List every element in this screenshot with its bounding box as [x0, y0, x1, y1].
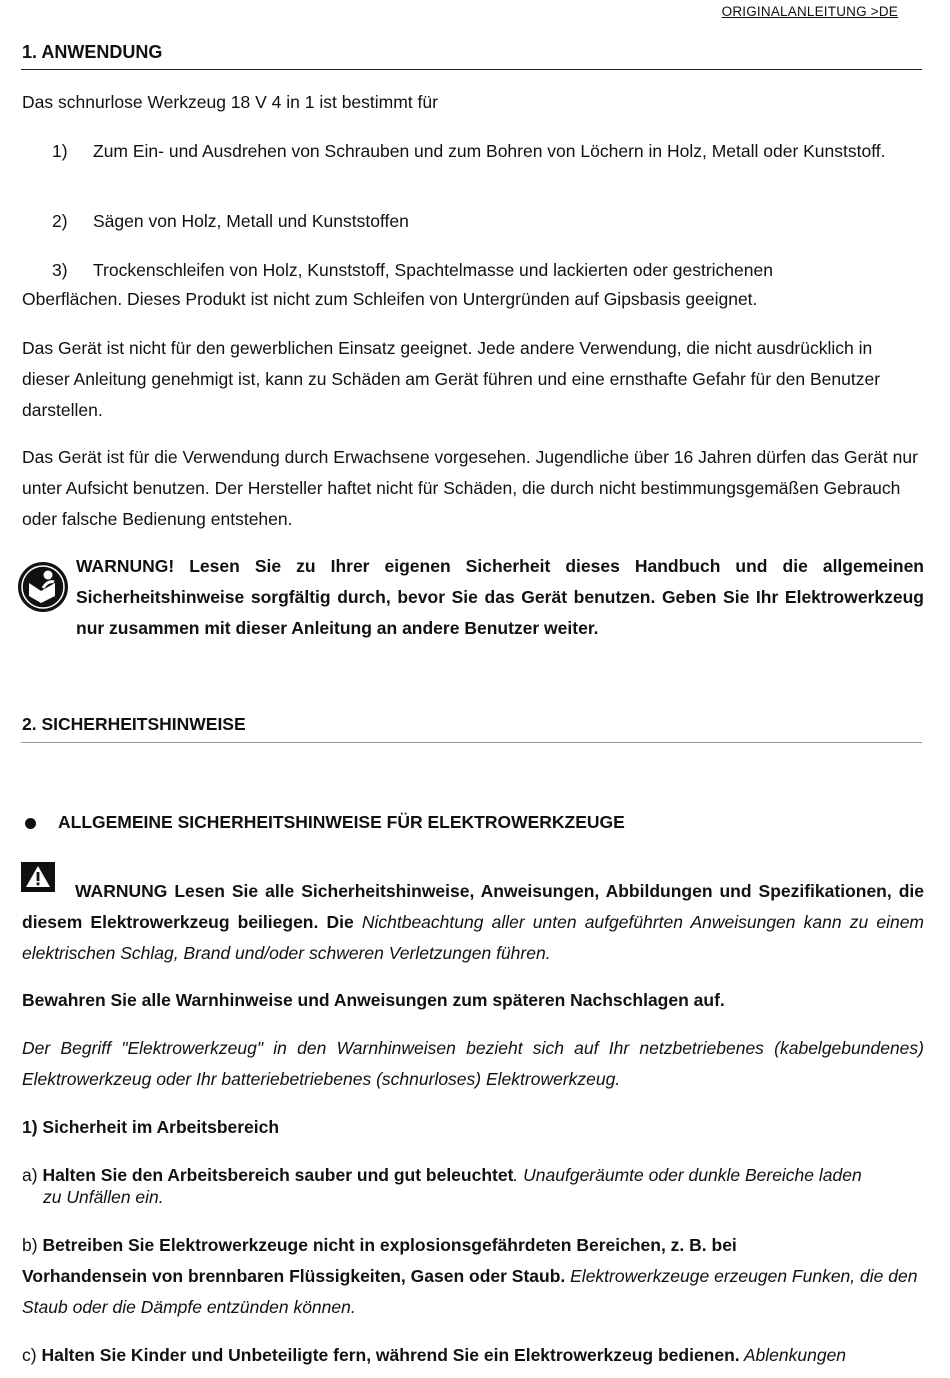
warning-read-all-italic: Nichtbeachtung aller unten aufgeführten Anweisungen kann zu einem elektrischen Schlag, Brand und/oder schweren Verletzungen führen. — [22, 912, 924, 963]
document-language-link[interactable]: ORIGINALANLEITUNG >DE — [721, 4, 898, 19]
keep-instructions: Bewahren Sie alle Warnhinweise und Anweisungen zum späteren Nachschlagen auf. — [22, 990, 725, 1010]
intro-paragraph: Das schnurlose Werkzeug 18 V 4 in 1 ist bestimmt für — [22, 92, 438, 112]
rule-a-prefix: a) — [22, 1165, 43, 1185]
rule-a-bold: Halten Sie den Arbeitsbereich sauber und gut beleuchtet — [42, 1165, 514, 1185]
list-item — [52, 140, 924, 162]
rule-a — [22, 1164, 924, 1208]
rule-c-bold: Halten Sie Kinder und Unbeteiligte fern, während Sie ein Elektrowerkzeug bedienen. — [41, 1345, 740, 1365]
term-definition: Der Begriff "Elektrowerkzeug" in den Warnhinweisen bezieht sich auf Ihr netzbetriebenes (kabelgebundenes) Elektrowerkzeug oder Ihr batteriebetriebenes (schnurloses) Elektrowerkzeug. — [22, 1038, 924, 1089]
list-item-number: 3) — [52, 260, 68, 280]
section-heading-sicherheitshinweise: 2. SICHERHEITSHINWEISE — [22, 714, 246, 734]
section-heading-anwendung: 1. ANWENDUNG — [22, 42, 163, 62]
list-item-number: 2) — [52, 211, 68, 231]
rule-b-italic: Elektrowerkzeuge erzeugen Funken, die den Staub oder die Dämpfe entzünden können. — [22, 1266, 918, 1317]
rule-c — [22, 1340, 924, 1371]
general-safety-heading: ALLGEMEINE SICHERHEITSHINWEISE FÜR ELEKTROWERKZEUGE — [58, 812, 625, 832]
rule-b-bold-2: Vorhandensein von brennbaren Flüssigkeiten, Gasen oder Staub. — [22, 1266, 566, 1286]
read-manual-icon — [17, 561, 69, 613]
rule-b — [22, 1230, 924, 1323]
section-divider — [21, 69, 922, 70]
list-item-text: Zum Ein- und Ausdrehen von Schrauben und zum Bohren von Löchern in Holz, Metall oder Kunststoff. — [93, 141, 886, 161]
rule-a-italic: . Unaufgeräumte oder dunkle Bereiche laden — [513, 1165, 862, 1185]
rule-c-prefix: c) — [22, 1345, 42, 1365]
adults-paragraph: Das Gerät ist für die Verwendung durch Erwachsene vorgesehen. Jugendliche über 16 Jahren dürfen das Gerät nur unter Aufsicht benutzen. Der Hersteller haftet nicht für Schäden, die durch nicht bestimmungsgemäßen Gebrauch oder falsche Bedienung entstehen. — [22, 447, 918, 529]
rule-b-prefix: b) — [22, 1235, 43, 1255]
warning-read-all-bold: WARNUNG Lesen Sie alle Sicherheitshinweise, Anweisungen, Abbildungen und Spezifikationen, die diesem Elektrowerkzeug beiliegen. Die — [22, 881, 924, 932]
list-item-text: Trockenschleifen von Holz, Kunststoff, Spachtelmasse und lackierten oder gestrichenen — [93, 260, 773, 280]
list-item-text: Sägen von Holz, Metall und Kunststoffen — [93, 211, 409, 231]
list-item — [52, 259, 924, 281]
list-item — [52, 210, 924, 232]
warning-read-all — [22, 876, 924, 969]
list-item-number: 1) — [52, 141, 68, 161]
bullet-icon — [25, 818, 36, 829]
subsection-heading-work-area: 1) Sicherheit im Arbeitsbereich — [22, 1117, 280, 1137]
warning-read-manual: WARNUNG! Lesen Sie zu Ihrer eigenen Sicherheit dieses Handbuch und die allgemeinen Sicherheitshinweise sorgfältig durch, bevor Sie das Gerät benutzen. Geben Sie Ihr Elektrowerkzeug nur zusammen mit dieser Anleitung an andere Benutzer weiter. — [76, 556, 924, 638]
rule-a-italic-cont: zu Unfällen ein. — [43, 1187, 164, 1207]
usage-paragraph: Das Gerät ist nicht für den gewerblichen Einsatz geeignet. Jede andere Verwendung, die nicht ausdrücklich in dieser Anleitung genehmigt ist, kann zu Schäden am Gerät führen und eine ernsthafte Gefahr für den Benutzer darstellen. — [22, 338, 881, 420]
rule-b-bold-1: Betreiben Sie Elektrowerkzeuge nicht in explosionsgefährdeten Bereichen, z. B. bei — [42, 1235, 737, 1255]
list-item-continuation: Oberflächen. Dieses Produkt ist nicht zum Schleifen von Untergründen auf Gipsbasis geeignet. — [22, 289, 758, 309]
section-divider — [21, 742, 922, 743]
rule-c-italic: Ablenkungen — [739, 1345, 847, 1365]
